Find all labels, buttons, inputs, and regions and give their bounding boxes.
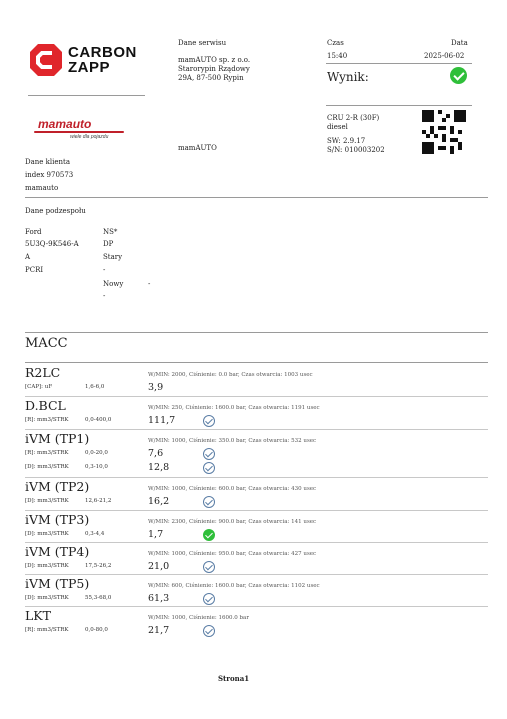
measurement-range: 17,5-26,2 xyxy=(85,563,112,569)
test-parameters: W/MIN: 1000, Ciśnienie: 950.0 bar, Czas otwarcia: 427 usec xyxy=(148,551,317,557)
measurement-range: 12,6-21,2 xyxy=(85,498,112,504)
brand-line-1: CARBON xyxy=(68,44,137,61)
measurement-value: 12,8 xyxy=(148,462,170,473)
divider xyxy=(25,477,488,478)
divider xyxy=(25,332,488,333)
test-name: iVM (TP3) xyxy=(25,512,90,527)
component-field: Nowy xyxy=(103,280,124,288)
result-ok-icon xyxy=(450,67,467,84)
measurement-range: 0,3-10,0 xyxy=(85,464,108,470)
measurement-range: 55,3-68,0 xyxy=(85,595,112,601)
serial-number: S/N: 010003202 xyxy=(327,146,385,154)
measurement-range: 0,0-80,0 xyxy=(85,627,108,633)
check-circle-icon xyxy=(203,448,215,460)
check-circle-icon xyxy=(203,462,215,474)
check-circle-icon xyxy=(203,561,215,573)
carbonzapp-logo-icon xyxy=(28,42,64,78)
client-name: mamauto xyxy=(25,184,59,192)
test-parameters: W/MIN: 2000, Ciśnienie: 0.0 bar, Czas otwarcia: 1003 usec xyxy=(148,372,313,378)
component-field: - xyxy=(103,292,106,300)
date-value: 2025-06-02 xyxy=(424,52,465,60)
measurement-value: 1,7 xyxy=(148,529,164,540)
client-label: Dane klienta xyxy=(25,158,71,166)
test-name: iVM (TP1) xyxy=(25,431,90,446)
measurement-label: [CAP]: uF xyxy=(25,384,53,390)
service-short-name: mamAUTO xyxy=(178,144,217,152)
component-field: NS* xyxy=(103,228,118,236)
measurement-label: [D]: mm3/STRK xyxy=(25,464,69,470)
divider xyxy=(25,362,488,363)
check-circle-icon xyxy=(203,496,215,508)
time-value: 15:40 xyxy=(327,52,348,60)
divider xyxy=(326,105,472,106)
measurement-range: 0,0-20,0 xyxy=(85,450,108,456)
test-parameters: W/MIN: 600, Ciśnienie: 1600.0 bar, Czas otwarcia: 1102 usec xyxy=(148,583,320,589)
measurement-label: [D]: mm3/STRK xyxy=(25,531,69,537)
measurement-value: 3,9 xyxy=(148,382,164,393)
check-circle-icon xyxy=(203,415,215,427)
component-field: Stary xyxy=(103,253,123,261)
check-ok-icon xyxy=(203,529,215,541)
measurement-value: 21,0 xyxy=(148,561,170,572)
measurement-label: [D]: mm3/STRK xyxy=(25,595,69,601)
device-model: CRU 2-R (30F) xyxy=(327,114,380,122)
divider xyxy=(25,429,488,430)
divider xyxy=(25,542,488,543)
divider xyxy=(25,510,488,511)
test-name: D.BCL xyxy=(25,398,66,413)
test-name: LKT xyxy=(25,608,51,623)
check-circle-icon xyxy=(203,625,215,637)
date-label: Data xyxy=(451,39,468,47)
measurement-label: [D]: mm3/STRK xyxy=(25,498,69,504)
brand-line-2: ZAPP xyxy=(68,59,111,76)
qr-code-icon xyxy=(422,110,466,154)
test-name: R2LC xyxy=(25,365,61,380)
measurement-value: 16,2 xyxy=(148,496,170,507)
test-parameters: W/MIN: 250, Ciśnienie: 1600.0 bar, Czas otwarcia: 1191 usec xyxy=(148,405,320,411)
divider xyxy=(25,396,488,397)
component-field: - xyxy=(103,266,106,274)
test-name: iVM (TP2) xyxy=(25,479,90,494)
section-title: MACC xyxy=(25,336,68,351)
service-name: mamAUTO sp. z o.o. xyxy=(178,56,251,64)
measurement-value: 111,7 xyxy=(148,415,176,426)
measurement-value: 7,6 xyxy=(148,448,164,459)
measurement-value: 21,7 xyxy=(148,625,170,636)
component-part-number: 5U3Q-9K546-A xyxy=(25,240,79,248)
component-make: Ford xyxy=(25,228,42,236)
mamauto-logo-swoosh xyxy=(34,131,124,133)
service-city: 29A, 87-500 Rypin xyxy=(178,74,244,82)
measurement-label: [R]: mm3/STRK xyxy=(25,417,69,423)
measurement-label: [R]: mm3/STRK xyxy=(25,450,69,456)
divider xyxy=(25,197,488,198)
mamauto-tagline: wiele dla pojazdu xyxy=(70,134,109,140)
measurement-range: 0,3-4,4 xyxy=(85,531,105,537)
device-fuel: diesel xyxy=(327,123,348,131)
carbonzapp-logo xyxy=(28,42,148,78)
mamauto-logo-text: mamauto xyxy=(38,117,92,131)
test-name: iVM (TP5) xyxy=(25,576,90,591)
measurement-range: 0,0-400,0 xyxy=(85,417,112,423)
mamauto-logo xyxy=(30,115,130,141)
service-street: Starorypin Rządowy xyxy=(178,65,250,73)
test-parameters: W/MIN: 1000, Ciśnienie: 350.0 bar, Czas otwarcia: 532 usec xyxy=(148,438,317,444)
divider xyxy=(326,63,472,64)
component-type: PCRI xyxy=(25,266,44,274)
measurement-value: 61,3 xyxy=(148,593,170,604)
client-index: index 970573 xyxy=(25,171,74,179)
service-label: Dane serwisu xyxy=(178,39,227,47)
component-label: Dane podzespołu xyxy=(25,207,86,215)
test-parameters: W/MIN: 1000, Ciśnienie: 600.0 bar, Czas otwarcia: 430 usec xyxy=(148,486,317,492)
test-parameters: W/MIN: 2300, Ciśnienie: 900.0 bar, Czas otwarcia: 141 usec xyxy=(148,519,317,525)
test-parameters: W/MIN: 1000, Ciśnienie: 1600.0 bar xyxy=(148,615,249,621)
component-variant: A xyxy=(25,253,31,261)
time-label: Czas xyxy=(327,39,344,47)
test-name: iVM (TP4) xyxy=(25,544,90,559)
divider xyxy=(28,95,145,96)
result-label: Wynik: xyxy=(327,70,369,84)
component-field: DP xyxy=(103,240,114,248)
page-number: Strona1 xyxy=(218,674,250,683)
divider xyxy=(25,606,488,607)
measurement-label: [D]: mm3/STRK xyxy=(25,563,69,569)
measurement-range: 1,6-6,0 xyxy=(85,384,105,390)
divider xyxy=(25,574,488,575)
measurement-label: [R]: mm3/STRK xyxy=(25,627,69,633)
component-field: - xyxy=(148,280,151,288)
software-version: SW: 2.9.17 xyxy=(327,137,366,145)
check-circle-icon xyxy=(203,593,215,605)
